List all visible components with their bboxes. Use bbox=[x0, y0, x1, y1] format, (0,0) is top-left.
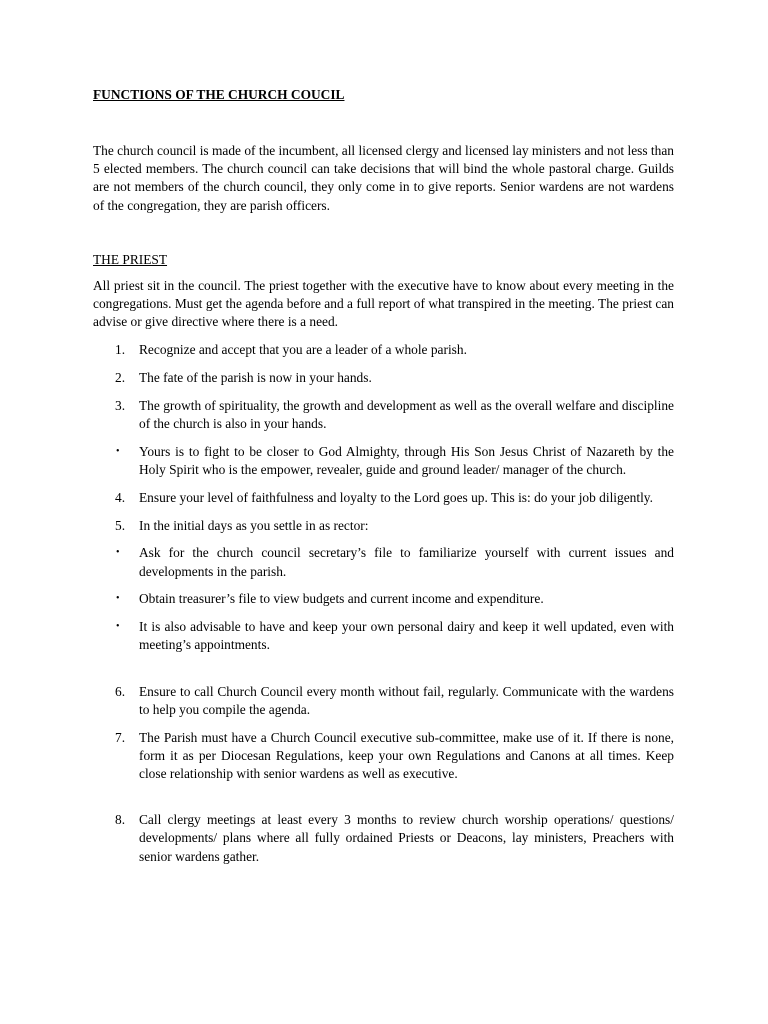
list-item-text: The growth of spirituality, the growth and development as well as the overall welfare and discipline of the church is also in your hands. bbox=[139, 397, 674, 432]
priest-duties-list bbox=[93, 341, 674, 866]
list-number: 6. bbox=[115, 683, 126, 699]
list-item bbox=[93, 811, 674, 866]
list-item-text: The fate of the parish is now in your hands. bbox=[139, 370, 372, 386]
list-item bbox=[93, 397, 674, 433]
list-item bbox=[93, 544, 674, 580]
list-number: 8. bbox=[115, 812, 126, 828]
list-item bbox=[93, 618, 674, 654]
list-item bbox=[93, 489, 674, 507]
bullet-icon: • bbox=[116, 621, 120, 633]
list-item-text: Call clergy meetings at least every 3 months to review church worship operations/ questions/ developments/ plans where all fully ordained Priests or Deacons, lay ministers, Preachers with senior wardens gather. bbox=[139, 812, 674, 864]
list-item bbox=[93, 369, 674, 387]
list-number: 7. bbox=[115, 729, 126, 745]
list-item-text: Ask for the church council secretary’s file to familiarize yourself with current issues and developments in the parish. bbox=[139, 545, 674, 579]
list-item-text: Ensure your level of faithfulness and loyalty to the Lord goes up. This is: do your job diligently. bbox=[139, 489, 653, 505]
list-item-text: Ensure to call Church Council every month without fail, regularly. Communicate with the wardens to help you compile the agenda. bbox=[139, 683, 674, 717]
list-item bbox=[93, 683, 674, 719]
list-number: 3. bbox=[115, 397, 126, 413]
list-number: 1. bbox=[115, 342, 126, 358]
list-number: 2. bbox=[115, 370, 126, 386]
section-heading: THE PRIEST bbox=[93, 251, 168, 267]
bullet-icon: • bbox=[116, 445, 120, 457]
list-item-text: Yours is to fight to be closer to God Almighty, through His Son Jesus Christ of Nazareth by the Holy Spirit who is the empower, revealer, guide and ground leader/ manager of the church. bbox=[139, 443, 674, 478]
bullet-icon: • bbox=[116, 593, 120, 605]
list-item bbox=[93, 517, 674, 535]
list-number: 4. bbox=[115, 489, 126, 505]
list-item bbox=[93, 341, 674, 359]
list-item-text: In the initial days as you settle in as rector: bbox=[139, 517, 369, 533]
document-title: FUNCTIONS OF THE CHURCH COUCIL bbox=[93, 87, 345, 102]
bullet-icon: • bbox=[116, 547, 120, 559]
list-item bbox=[93, 590, 674, 608]
list-item bbox=[93, 443, 674, 479]
list-item-text: It is also advisable to have and keep your own personal dairy and keep it well updated, even with meeting’s appointments. bbox=[139, 619, 674, 653]
list-item bbox=[93, 729, 674, 784]
list-item-text: Obtain treasurer’s file to view budgets and current income and expenditure. bbox=[139, 591, 544, 607]
list-item-text: Recognize and accept that you are a leader of a whole parish. bbox=[139, 342, 467, 358]
list-number: 5. bbox=[115, 517, 126, 533]
section-body: All priest sit in the council. The priest together with the executive have to know about every meeting in the congregations. Must get the agenda before and a full report of what transpired in the meeting. The priest can advise or give directive where there is a need. bbox=[93, 278, 674, 330]
intro-paragraph: The church council is made of the incumbent, all licensed clergy and licensed lay ministers and not less than 5 elected members. The church council can take decisions that will bind the whole pastoral charge. Guilds are not members of the church council, they only come in to give reports. Senior wardens are not wardens of the congregation, they are parish officers. bbox=[93, 143, 674, 213]
list-item-text: The Parish must have a Church Council executive sub-committee, make use of it. If there is none, form it as per Diocesan Regulations, keep your own Regulations and Canons at all times. Keep close relationship with senior wardens as well as executive. bbox=[139, 729, 674, 782]
document-page bbox=[93, 86, 674, 866]
